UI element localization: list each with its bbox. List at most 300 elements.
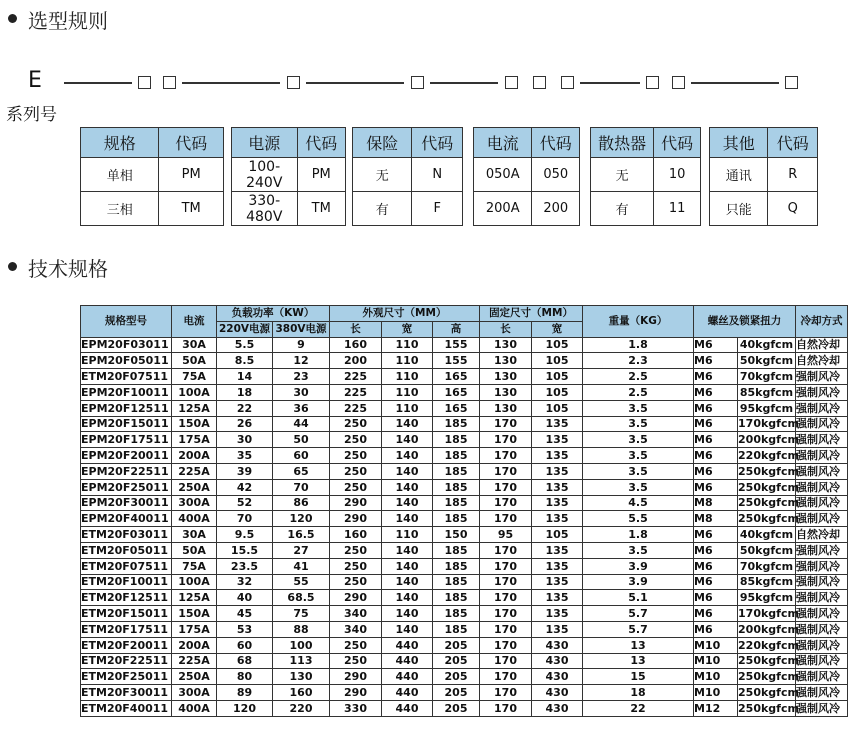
code-prefix: E xyxy=(28,68,42,93)
series-label: 系列号 xyxy=(6,105,57,125)
table-cell: 250A xyxy=(172,479,217,495)
table-row xyxy=(81,685,848,701)
table-cell: 140 xyxy=(382,590,433,606)
table-cell: 250kgfcm xyxy=(738,480,799,494)
table-cell: 150A xyxy=(172,606,217,622)
table-cell: 440 xyxy=(382,653,433,669)
table-cell: 130 xyxy=(273,669,330,685)
section-title-selection: 选型规则 xyxy=(28,9,108,33)
table-cell: 无 xyxy=(353,158,412,192)
table-cell: 3.5 xyxy=(583,416,694,432)
table-cell: 35 xyxy=(217,448,273,464)
table-cell: 250 xyxy=(330,463,382,479)
table-cell: 130 xyxy=(480,337,532,353)
table-cell: 40kgfcm xyxy=(738,337,796,353)
table-cell: 3.5 xyxy=(583,432,694,448)
table-row xyxy=(81,479,848,495)
table-cell: 130 xyxy=(480,400,532,416)
table-cell: 110 xyxy=(382,527,433,543)
table-cell: 80 xyxy=(217,669,273,685)
table-cell: 130 xyxy=(480,384,532,400)
table-cell: 165 xyxy=(433,384,480,400)
header-width: 宽 xyxy=(382,321,433,337)
table-cell: 强制风冷 xyxy=(796,384,848,400)
table-cell: 110 xyxy=(382,353,433,369)
table-cell: 185 xyxy=(433,621,480,637)
header-cell: 规格 xyxy=(81,128,159,158)
header-model: 规格型号 xyxy=(81,306,172,338)
table-cell: R xyxy=(768,158,818,192)
table-cell: 14 xyxy=(217,369,273,385)
table-cell: 170 xyxy=(480,448,532,464)
header-fixed-width: 宽 xyxy=(532,321,583,337)
table-cell: 强制风冷 xyxy=(796,590,848,606)
table-cell: 3.5 xyxy=(583,448,694,464)
table-cell: M6 xyxy=(694,479,738,495)
table-cell: M6 xyxy=(694,558,738,574)
table-cell: F xyxy=(412,192,463,226)
table-cell: EPM20F40011 xyxy=(81,511,172,527)
table-cell: 53 xyxy=(217,621,273,637)
table-cell: 105 xyxy=(532,337,583,353)
table-cell: M6 xyxy=(694,621,738,637)
table-cell: 88 xyxy=(273,621,330,637)
table-row xyxy=(81,495,848,511)
table-row xyxy=(81,558,848,574)
table-cell: 30 xyxy=(273,384,330,400)
table-cell: 330 xyxy=(330,700,382,716)
table-cell: 5.5 xyxy=(583,511,694,527)
header-load-power: 负载功率（KW） xyxy=(217,306,330,322)
table-cell: 440 xyxy=(382,685,433,701)
table-cell: PM xyxy=(297,158,346,192)
table-row xyxy=(81,353,848,369)
table-cell: EPM20F03011 xyxy=(81,337,172,353)
table-cell: 120 xyxy=(217,700,273,716)
table-cell: 140 xyxy=(382,448,433,464)
table-cell: 185 xyxy=(433,432,480,448)
table-cell: M6 xyxy=(694,463,738,479)
table-cell: 170 xyxy=(480,700,532,716)
table-cell: 3.9 xyxy=(583,574,694,590)
table-cell: 自然冷却 xyxy=(796,527,848,543)
table-row xyxy=(81,590,848,606)
table-cell: 27 xyxy=(273,542,330,558)
table-cell: 18 xyxy=(217,384,273,400)
table-cell: 135 xyxy=(532,558,583,574)
table-cell: 135 xyxy=(532,479,583,495)
code-slot xyxy=(287,76,300,89)
table-cell: 250kgfcm xyxy=(738,701,799,715)
table-cell: 185 xyxy=(433,558,480,574)
table-cell: 44 xyxy=(273,416,330,432)
table-cell: 110 xyxy=(382,337,433,353)
table-cell: 135 xyxy=(532,542,583,558)
table-cell: 100A xyxy=(172,574,217,590)
table-cell: EPM20F20011 xyxy=(81,448,172,464)
table-cell: 50kgfcm xyxy=(738,542,796,558)
table-cell: 290 xyxy=(330,495,382,511)
table-cell: 430 xyxy=(532,653,583,669)
table-cell: M6 xyxy=(694,400,738,416)
table-cell: 135 xyxy=(532,448,583,464)
selection-table-current xyxy=(473,127,580,226)
table-cell: 300A xyxy=(172,685,217,701)
table-cell: N xyxy=(412,158,463,192)
table-cell: 170 xyxy=(480,685,532,701)
table-cell: 250kgfcm xyxy=(738,654,799,668)
table-cell: ETM20F22511 xyxy=(81,653,172,669)
table-cell: 85kgfcm xyxy=(738,384,796,400)
table-row xyxy=(81,542,848,558)
table-cell: 150A xyxy=(172,416,217,432)
table-cell: M6 xyxy=(694,574,738,590)
table-cell: 130 xyxy=(480,369,532,385)
table-cell: 150 xyxy=(433,527,480,543)
table-cell: 170 xyxy=(480,574,532,590)
table-row xyxy=(81,700,848,716)
table-cell: 170 xyxy=(480,621,532,637)
table-cell: 170 xyxy=(480,495,532,511)
table-cell: ETM20F12511 xyxy=(81,590,172,606)
table-cell: M6 xyxy=(694,542,738,558)
table-cell: 强制风冷 xyxy=(796,495,848,511)
table-cell: EPM20F10011 xyxy=(81,384,172,400)
table-cell: 50A xyxy=(172,542,217,558)
header-cell: 代码 xyxy=(654,128,701,158)
table-cell: 强制风冷 xyxy=(796,416,848,432)
bullet-icon xyxy=(8,14,17,23)
table-cell: 强制风冷 xyxy=(796,369,848,385)
table-cell: 10 xyxy=(654,158,701,192)
header-fixed-length: 长 xyxy=(480,321,532,337)
table-cell: 强制风冷 xyxy=(796,558,848,574)
table-cell: 85kgfcm xyxy=(738,574,796,590)
table-cell: 135 xyxy=(532,463,583,479)
table-cell: EPM20F25011 xyxy=(81,479,172,495)
table-row xyxy=(81,669,848,685)
table-cell: 170 xyxy=(480,479,532,495)
table-cell: EPM20F05011 xyxy=(81,353,172,369)
table-row xyxy=(81,463,848,479)
table-cell: 160 xyxy=(330,527,382,543)
header-cell: 保险 xyxy=(353,128,412,158)
table-cell: 135 xyxy=(532,621,583,637)
code-slot xyxy=(505,76,518,89)
table-cell: 强制风冷 xyxy=(796,448,848,464)
header-outer-size: 外观尺寸（MM） xyxy=(330,306,480,322)
table-cell: 只能 xyxy=(710,192,768,226)
table-cell: 15.5 xyxy=(217,542,273,558)
table-cell: 170 xyxy=(480,590,532,606)
table-cell: 100-240V xyxy=(232,158,298,192)
header-cell: 电源 xyxy=(232,128,298,158)
table-cell: EPM20F15011 xyxy=(81,416,172,432)
table-cell: 185 xyxy=(433,416,480,432)
header-height: 高 xyxy=(433,321,480,337)
table-cell: 140 xyxy=(382,542,433,558)
selection-table-spec xyxy=(80,127,224,226)
table-cell: 95 xyxy=(480,527,532,543)
code-slot xyxy=(163,76,176,89)
table-cell: 135 xyxy=(532,511,583,527)
table-cell: 75A xyxy=(172,558,217,574)
table-cell: 250 xyxy=(330,542,382,558)
table-cell: 4.5 xyxy=(583,495,694,511)
table-cell: 430 xyxy=(532,637,583,653)
header-length: 长 xyxy=(330,321,382,337)
table-cell: 250 xyxy=(330,448,382,464)
table-cell: ETM20F03011 xyxy=(81,527,172,543)
table-cell: 50A xyxy=(172,353,217,369)
table-cell: 205 xyxy=(433,653,480,669)
table-cell: 185 xyxy=(433,479,480,495)
table-cell: 强制风冷 xyxy=(796,637,848,653)
table-cell: 70kgfcm xyxy=(738,369,796,385)
table-cell: 1.8 xyxy=(583,527,694,543)
table-cell: 140 xyxy=(382,606,433,622)
table-cell: ETM20F15011 xyxy=(81,606,172,622)
table-cell: ETM20F20011 xyxy=(81,637,172,653)
table-cell: 140 xyxy=(382,495,433,511)
table-cell: 三相 xyxy=(81,192,159,226)
table-cell: 175A xyxy=(172,432,217,448)
table-cell: 26 xyxy=(217,416,273,432)
table-cell: 290 xyxy=(330,685,382,701)
table-cell: M10 xyxy=(694,637,738,653)
section-title-spec: 技术规格 xyxy=(28,257,108,281)
table-cell: 225 xyxy=(330,384,382,400)
table-cell: 强制风冷 xyxy=(796,511,848,527)
table-cell: 95kgfcm xyxy=(738,590,796,606)
table-cell: 105 xyxy=(532,384,583,400)
table-cell: 135 xyxy=(532,495,583,511)
table-cell: 330-480V xyxy=(232,192,298,226)
table-cell: PM xyxy=(159,158,224,192)
table-cell: 113 xyxy=(273,653,330,669)
table-cell: 12 xyxy=(273,353,330,369)
table-row xyxy=(81,511,848,527)
table-cell: 200A xyxy=(172,448,217,464)
header-cell: 代码 xyxy=(297,128,346,158)
table-cell: 强制风冷 xyxy=(796,700,848,716)
table-cell: 185 xyxy=(433,463,480,479)
table-cell: 185 xyxy=(433,574,480,590)
table-cell: 3.5 xyxy=(583,400,694,416)
table-cell: 125A xyxy=(172,590,217,606)
table-cell: 强制风冷 xyxy=(796,669,848,685)
code-slot xyxy=(561,76,574,89)
table-cell: 165 xyxy=(433,369,480,385)
code-slot xyxy=(672,76,685,89)
table-cell: 75A xyxy=(172,369,217,385)
table-cell: 160 xyxy=(273,685,330,701)
table-cell: 185 xyxy=(433,495,480,511)
table-cell: 140 xyxy=(382,574,433,590)
table-cell: 170 xyxy=(480,669,532,685)
table-cell: 无 xyxy=(591,158,654,192)
code-slot xyxy=(785,76,798,89)
table-cell: 050A xyxy=(474,158,532,192)
table-cell: 170 xyxy=(480,558,532,574)
table-cell: Q xyxy=(768,192,818,226)
table-cell: 60 xyxy=(273,448,330,464)
table-cell: 强制风冷 xyxy=(796,479,848,495)
table-cell: M8 xyxy=(694,511,738,527)
table-row xyxy=(81,432,848,448)
table-cell: 185 xyxy=(433,590,480,606)
table-cell: 120 xyxy=(273,511,330,527)
table-cell: 13 xyxy=(583,653,694,669)
table-cell: 50 xyxy=(273,432,330,448)
table-cell: 140 xyxy=(382,558,433,574)
table-cell: 50kgfcm xyxy=(738,353,796,369)
table-cell: 205 xyxy=(433,700,480,716)
table-cell: 40 xyxy=(217,590,273,606)
table-cell: 3.5 xyxy=(583,479,694,495)
header-cell: 散热器 xyxy=(591,128,654,158)
table-cell: 185 xyxy=(433,448,480,464)
table-cell: M6 xyxy=(694,384,738,400)
table-cell: 9.5 xyxy=(217,527,273,543)
code-slot xyxy=(533,76,546,89)
table-cell: 23.5 xyxy=(217,558,273,574)
header-screw: 螺丝及锁紧扭力 xyxy=(694,306,796,338)
selection-table-fuse xyxy=(352,127,463,226)
table-cell: 41 xyxy=(273,558,330,574)
table-cell: 105 xyxy=(532,353,583,369)
header-fixed-size: 固定尺寸（MM） xyxy=(480,306,583,322)
table-cell: ETM20F07511 xyxy=(81,369,172,385)
table-cell: EPM20F12511 xyxy=(81,400,172,416)
table-row xyxy=(81,448,848,464)
table-cell: M6 xyxy=(694,369,738,385)
table-cell: TM xyxy=(297,192,346,226)
table-cell: 55 xyxy=(273,574,330,590)
table-cell: 430 xyxy=(532,700,583,716)
table-row xyxy=(81,637,848,653)
table-cell: 68.5 xyxy=(273,590,330,606)
table-cell: 250 xyxy=(330,653,382,669)
table-cell: 95kgfcm xyxy=(738,400,796,416)
table-cell: 强制风冷 xyxy=(796,653,848,669)
table-cell: ETM20F25011 xyxy=(81,669,172,685)
table-cell: 440 xyxy=(382,637,433,653)
table-row xyxy=(81,369,848,385)
table-cell: 200 xyxy=(330,353,382,369)
table-cell: 70 xyxy=(217,511,273,527)
code-slot xyxy=(138,76,151,89)
table-cell: 22 xyxy=(217,400,273,416)
table-cell: 340 xyxy=(330,621,382,637)
table-cell: 170 xyxy=(480,653,532,669)
table-cell: EPM20F30011 xyxy=(81,495,172,511)
table-cell: 220kgfcm xyxy=(738,638,799,652)
table-cell: M6 xyxy=(694,590,738,606)
table-cell: 440 xyxy=(382,700,433,716)
table-cell: 440 xyxy=(382,669,433,685)
table-cell: 1.8 xyxy=(583,337,694,353)
table-cell: 290 xyxy=(330,590,382,606)
table-cell: M6 xyxy=(694,606,738,622)
table-cell: 强制风冷 xyxy=(796,400,848,416)
table-cell: 105 xyxy=(532,369,583,385)
table-cell: 175A xyxy=(172,621,217,637)
table-cell: 205 xyxy=(433,669,480,685)
table-cell: 自然冷却 xyxy=(796,353,848,369)
header-220v: 220V电源 xyxy=(217,321,273,337)
table-cell: 250 xyxy=(330,432,382,448)
table-cell: 170 xyxy=(480,416,532,432)
table-cell: M6 xyxy=(694,432,738,448)
table-cell: 250kgfcm xyxy=(738,670,799,684)
table-cell: 250 xyxy=(330,558,382,574)
table-cell: 强制风冷 xyxy=(796,606,848,622)
table-cell: 200 xyxy=(532,192,580,226)
table-cell: M6 xyxy=(694,416,738,432)
table-cell: ETM20F07511 xyxy=(81,558,172,574)
table-cell: 30A xyxy=(172,527,217,543)
table-cell: 68 xyxy=(217,653,273,669)
table-row xyxy=(81,400,848,416)
table-cell: 135 xyxy=(532,416,583,432)
table-row xyxy=(81,527,848,543)
table-cell: 200kgfcm xyxy=(738,622,799,636)
table-cell: 160 xyxy=(330,337,382,353)
header-cell: 代码 xyxy=(412,128,463,158)
table-row xyxy=(81,574,848,590)
table-cell: ETM20F17511 xyxy=(81,621,172,637)
table-cell: 8.5 xyxy=(217,353,273,369)
table-cell: 65 xyxy=(273,463,330,479)
table-cell: 110 xyxy=(382,384,433,400)
table-cell: 170 xyxy=(480,542,532,558)
table-row xyxy=(81,337,848,353)
table-cell: 32 xyxy=(217,574,273,590)
table-cell: 110 xyxy=(382,369,433,385)
table-cell: 3.5 xyxy=(583,542,694,558)
table-cell: 140 xyxy=(382,511,433,527)
table-cell: 52 xyxy=(217,495,273,511)
table-cell: 100 xyxy=(273,637,330,653)
table-cell: ETM20F40011 xyxy=(81,700,172,716)
table-cell: 22 xyxy=(583,700,694,716)
table-cell: 200A xyxy=(474,192,532,226)
table-cell: 185 xyxy=(433,511,480,527)
table-cell: 205 xyxy=(433,685,480,701)
table-cell: 250kgfcm xyxy=(738,686,799,700)
header-cooling: 冷却方式 xyxy=(796,306,848,338)
table-cell: 205 xyxy=(433,637,480,653)
table-cell: 3.5 xyxy=(583,463,694,479)
table-cell: M6 xyxy=(694,337,738,353)
table-cell: 135 xyxy=(532,432,583,448)
table-cell: 050 xyxy=(532,158,580,192)
table-cell: 170 xyxy=(480,637,532,653)
table-cell: 140 xyxy=(382,432,433,448)
table-cell: 220kgfcm xyxy=(738,449,799,463)
table-cell: 185 xyxy=(433,606,480,622)
table-cell: 250kgfcm xyxy=(738,464,799,478)
bullet-icon xyxy=(8,262,17,271)
table-cell: 155 xyxy=(433,353,480,369)
table-cell: 强制风冷 xyxy=(796,621,848,637)
table-cell: 125A xyxy=(172,400,217,416)
table-cell: 自然冷却 xyxy=(796,337,848,353)
selection-table-power xyxy=(231,127,346,226)
table-cell: 通讯 xyxy=(710,158,768,192)
table-cell: ETM20F05011 xyxy=(81,542,172,558)
